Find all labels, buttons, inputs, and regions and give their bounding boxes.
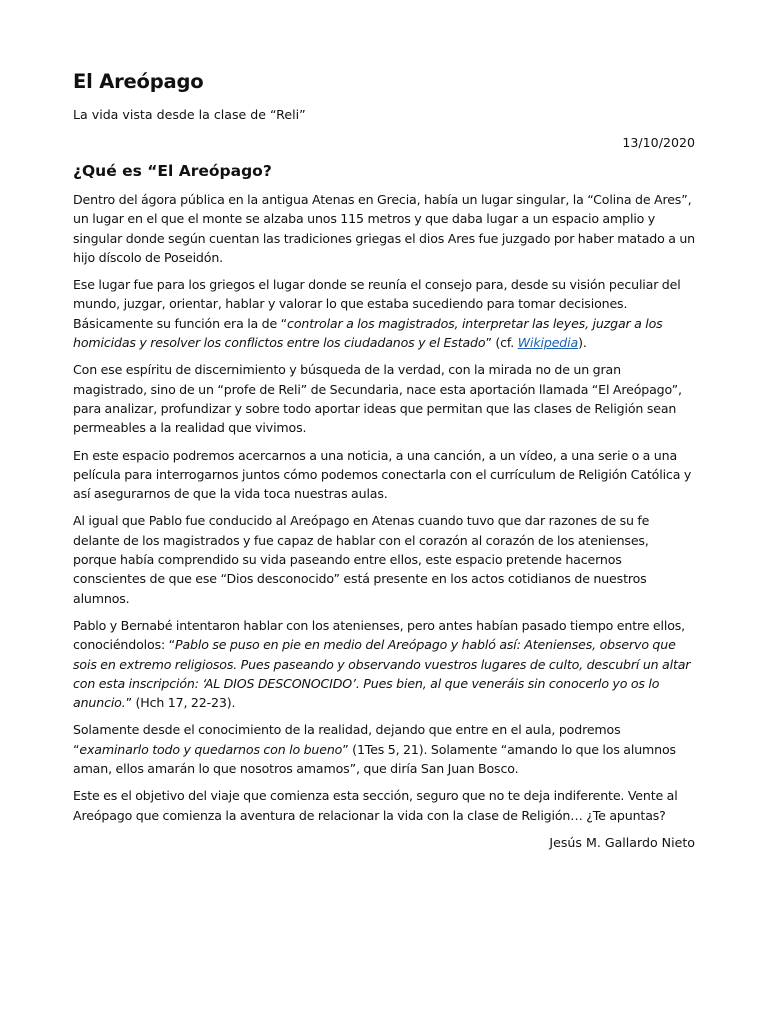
section-heading: ¿Qué es “El Areópago? [73, 162, 272, 180]
paragraph-5: Al igual que Pablo fue conducido al Areópago en Atenas cuando tuvo que dar razones de su fe delante de los magistrados y fue capaz de hablar con el corazón al corazón de los atenienses, porque había comprendido su vida paseando entre ellos, este espacio pretende hacernos conscientes de que ese “Dios desconocido” está presente en los actos cotidianos de nuestros alumnos. [73, 513, 650, 606]
paragraph-6-text-b: ” (Hch 17, 22-23). [125, 695, 236, 711]
paragraph-1: Dentro del ágora pública en la antigua Atenas en Grecia, había un lugar singular, la “Colina de Ares”, un lugar en el que el monte se alzaba unos 115 metros y que daba lugar a un espacio amplio y singular donde según cuentan las tradiciones griegas el dios Ares fue juzgado por haber matado a un hijo díscolo de Poseidón. [73, 192, 696, 265]
wikipedia-link[interactable]: Wikipedia [517, 335, 579, 351]
paragraph-7-quote: examinarlo todo y quedarnos con lo bueno [79, 741, 343, 757]
paragraph-4: En este espacio podremos acercarnos a una noticia, a una canción, a un vídeo, a una serie o a una película para interrogarnos juntos cómo podemos conectarla con el currículum de Religión Católica y así asegurarnos de que la vida toca nuestras aulas. [73, 447, 692, 502]
document-title: El Areópago [73, 70, 204, 93]
paragraph-3: Con ese espíritu de discernimiento y búsqueda de la verdad, con la mirada no de un gran magistrado, sino de un “profe de Reli” de Secundaria, nace esta aportación llamada “El Areópago”, para analizar, profundizar y sobre todo aportar ideas que permitan que las clases de Religión sean permeables a la realidad que vivimos. [73, 362, 682, 436]
document-page [73, 68, 695, 852]
paragraph-6-text-a: Pablo y Bernabé intentaron hablar con los atenienses, pero antes habían pasado tiempo entre ellos, conociéndolos: “ [73, 617, 686, 653]
author-signature: Jesús M. Gallardo Nieto [549, 834, 695, 850]
paragraph-6-quote: Pablo se puso en pie en medio del Areópago y habló así: Atenienses, observo que sois en extremo religiosos. Pues paseando y observando vuestros lugares de culto, descubrí un altar con esta inscripción: ‘AL DIOS DESCONOCIDO’. Pues bien, al que veneráis sin conocerlo yo os lo anuncio. [73, 637, 691, 711]
paragraph-7 [73, 720, 695, 778]
paragraph-7-text-a: Solamente desde el conocimiento de la realidad, dejando que entre en el aula, podremos “ [73, 722, 621, 757]
document-subtitle: La vida vista desde la clase de “Reli” [73, 107, 306, 122]
document-date: 13/10/2020 [622, 135, 695, 150]
paragraph-2-quote: controlar a los magistrados, interpretar las leyes, juzgar a los homicidas y resolver los conflictos entre los ciudadanos y el Estado [73, 315, 663, 351]
paragraph-2-text-b: ” (cf. [485, 335, 518, 351]
paragraph-8: Este es el objetivo del viaje que comienza esta sección, seguro que no te deja indiferente. Vente al Areópago que comienza la aventura de relacionar la vida con la clase de Religión… ¿Te apuntas? [73, 788, 678, 823]
paragraph-2-text-c: ). [578, 335, 587, 351]
paragraph-6 [73, 616, 695, 712]
paragraph-2-text-a: Ese lugar fue para los griegos el lugar donde se reunía el consejo para, desde su visión peculiar del mundo, juzgar, orientar, hablar y valorar lo que estaba sucediendo para tomar decisiones. Básicamente su función era la de “ [73, 277, 681, 331]
paragraph-2 [73, 275, 695, 352]
paragraph-7-text-b: ” (1Tes 5, 21). Solamente “amando lo que los alumnos aman, ellos amarán lo que nosotros amamos”, que diría San Juan Bosco. [73, 741, 676, 777]
